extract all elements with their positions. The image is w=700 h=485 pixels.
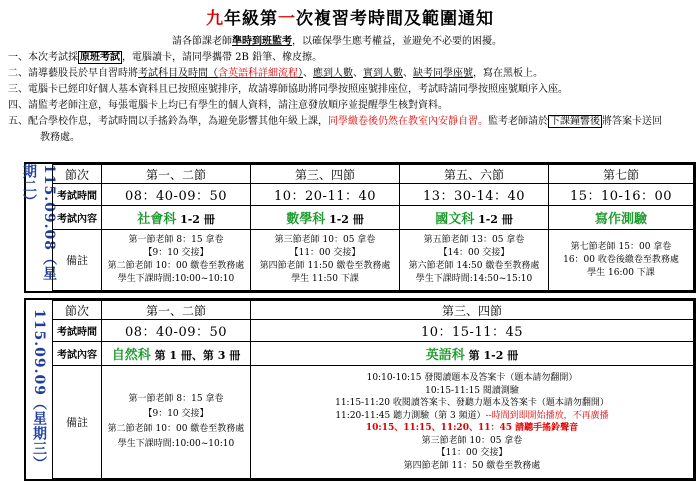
row-label-time: 考試時間 bbox=[53, 184, 102, 206]
rule-1: 一、本次考試採 原班考試 ，電腦讀卡，請同學攜帶 2B 鉛筆、橡皮擦。 bbox=[8, 52, 323, 63]
exam-time: 10：20-11：40 bbox=[251, 184, 400, 206]
exam-time: 15：10-16：00 bbox=[549, 184, 694, 206]
row-label-content: 考試內容 bbox=[53, 206, 102, 230]
header-period: 節次 bbox=[53, 301, 102, 320]
day1-table bbox=[52, 164, 694, 291]
notes-cell: 第七節老師 15：00 拿卷 16：00 收卷後繳卷至教務處 學生 16:00 下課 bbox=[549, 230, 694, 291]
rule-3: 三、電腦卡已經印好個人基本資料且已按照座號排序，故請導師協助將同學按照座號排座位，考試時請同學按照座號順序入座。 bbox=[8, 84, 568, 95]
schedule-day2 bbox=[24, 298, 696, 481]
exam-time: 08：40-09：50 bbox=[102, 320, 251, 342]
exam-subject: 數學科 1-2 冊 bbox=[251, 206, 400, 230]
header-col: 第三、四節 bbox=[251, 301, 694, 320]
notes-cell: 第一節老師 8：15 拿卷 【9：10 交接】 第二節老師 10：00 繳卷至教務處 學生下課時間:10:00~10:10 bbox=[102, 366, 251, 479]
exam-time: 13：30-14：40 bbox=[400, 184, 549, 206]
row-label-notes: 備註 bbox=[53, 230, 102, 291]
row-label-notes: 備註 bbox=[53, 366, 102, 479]
notes-cell: 第五節老師 13：05 拿卷 【14：00 交接】 第六節老師 14:50 繳卷至教務處 學生下課時間:14:50~15:10 bbox=[400, 230, 549, 291]
header-col: 第三、四節 bbox=[251, 165, 400, 184]
schedule-day1 bbox=[21, 162, 696, 293]
intro-line: 請各節課老師準時到班監考，以確保學生應考權益，並避免不必要的困擾。 bbox=[172, 36, 502, 47]
exam-time: 08：40-09：50 bbox=[102, 184, 251, 206]
rule-2: 二、請導藝股長於早自習時將考試科目及時間（含英語科詳細流程）、應到人數、實到人數、缺考同學座號，寫在黑板上。 bbox=[8, 68, 543, 79]
row-label-content: 考試內容 bbox=[53, 342, 102, 366]
page-title: 九年級第一次複習考時間及範圍通知 bbox=[206, 9, 494, 29]
header-col: 第五、六節 bbox=[400, 165, 549, 184]
exam-subject: 社會科 1-2 冊 bbox=[102, 206, 251, 230]
exam-subject: 自然科 第 1 冊、第 3 冊 bbox=[102, 342, 251, 366]
english-exam-flow: 10:10-10:15 發閱讀題本及答案卡（題本請勿翻開） 10:15-11:15 閱讀測驗 11:15-11:20 收閱讀答案卡、發聽力題本及答案卡（題本請勿翻開） 11:20-11:45 聽力測驗（第 3 頻道）--時間到即開始播放，不再廣播 10:15、11:15、11:20、11：45 請聽手搖鈴聲音 第三節老師 10：05 拿卷 【11：00 交接】 第四節老師 11：50 繳卷至教務處 bbox=[251, 366, 694, 479]
row-label-time: 考試時間 bbox=[53, 320, 102, 342]
rule-5-cont: 教務處。 bbox=[40, 132, 80, 143]
exam-subject: 英語科 第 1-2 冊 bbox=[251, 342, 694, 366]
day2-table bbox=[52, 300, 694, 479]
notes-cell: 第一節老師 8：15 拿卷 【9：10 交接】 第二節老師 10：00 繳卷至教務處 學生下課時間:10:00~10:10 bbox=[102, 230, 251, 291]
exam-subject: 國文科 1-2 冊 bbox=[400, 206, 549, 230]
header-col: 第七節 bbox=[549, 165, 694, 184]
header-col: 第一、二節 bbox=[102, 165, 251, 184]
rule-4: 四、請監考老師注意，每張電腦卡上均已有學生的個人資料，請注意發放順序並提醒學生核對資料。 bbox=[8, 100, 448, 111]
notes-cell: 第三節老師 10：05 拿卷 【11：00 交接】 第四節老師 11:50 繳卷至教務處 學生 11:50 下課 bbox=[251, 230, 400, 291]
exam-subject: 寫作測驗 bbox=[549, 206, 694, 230]
date-day2: 115.09.09（星期三） bbox=[26, 300, 53, 479]
notice-block bbox=[8, 34, 700, 146]
date-day1: 115.09.08（星期二） bbox=[26, 164, 53, 291]
header-period: 節次 bbox=[53, 165, 102, 184]
exam-time: 10：15-11：45 bbox=[251, 320, 694, 342]
header-col: 第一、二節 bbox=[102, 301, 251, 320]
rule-5: 五、配合學校作息，考試時間以手搖鈴為準，為避免影響其他年級上課，同學繳卷後仍然在教室內安靜自習。監考老師請於 下課鐘響後 將答案卡送回 bbox=[8, 116, 662, 127]
